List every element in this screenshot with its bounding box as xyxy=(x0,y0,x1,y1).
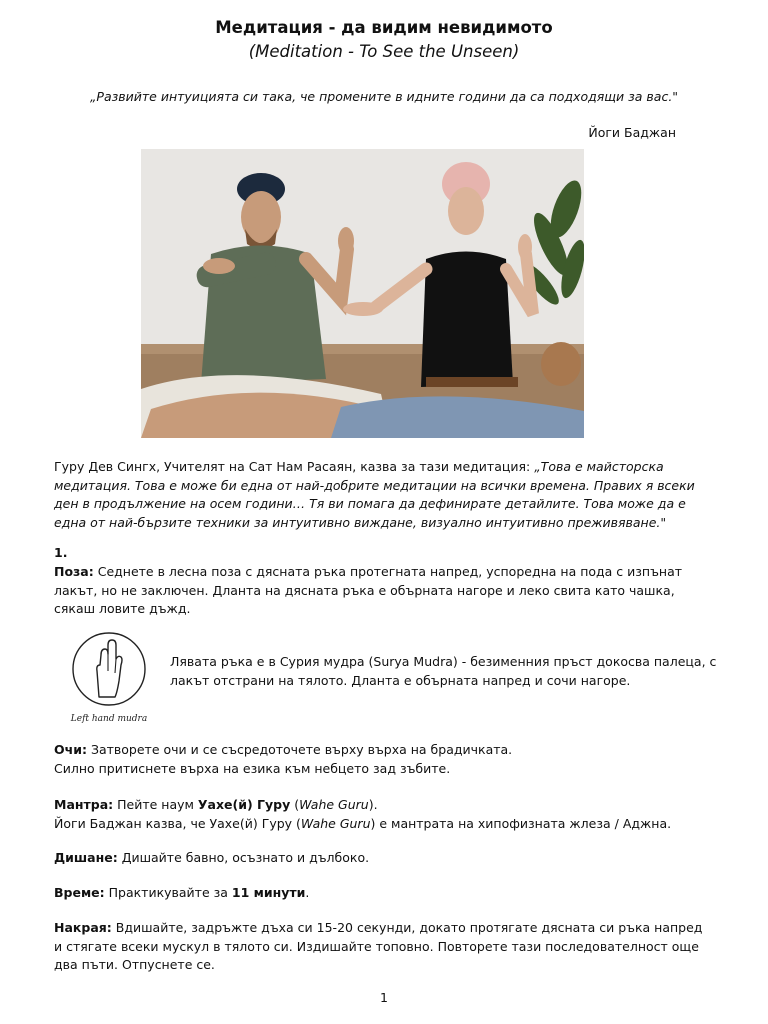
mantra-paragraph xyxy=(54,796,714,833)
time-paragraph xyxy=(54,884,714,903)
eyes-line1: Затворете очи и се съсредоточете върху върха на брадичката. xyxy=(86,742,513,757)
eyes-label: Очи: xyxy=(54,742,87,757)
mudra-paragraph: Лявата ръка е в Сурия мудра (Surya Mudra) - безименния пръст докосва палеца, с лакът отстрани на тялото. Дланта е обърната напред и сочи нагоре. xyxy=(170,654,717,688)
mantra-line2-pre: Йоги Баджан казва, че Уахе(й) Гуру ( xyxy=(54,815,301,831)
breath-label: Дишане: xyxy=(54,850,118,865)
intro-quote: „Това е майсторска медитация. Това е може би една от най-добрите медитации на всички времена. Правих я всеки ден в продължение на осем години… Тя ви помага да дефинирате детайлите. Това може да е една от най-бързите техники за интуитивно виждане, визуално интуитивно преживяване. xyxy=(54,459,695,531)
page-number: 1 xyxy=(380,990,388,1005)
breath-text: Дишайте бавно, осъзнато и дълбоко. xyxy=(117,850,370,865)
intro-paragraph xyxy=(54,458,714,533)
page-subtitle: (Meditation - To See the Unseen) xyxy=(248,42,520,61)
page-title: Медитация - да видим невидимото xyxy=(215,18,553,37)
mantra-line2-post: ) е мантрата на хипофизната жлеза / Аджна. xyxy=(370,815,672,831)
mantra-line1-post: ). xyxy=(368,797,378,812)
mudra-caption: Left hand mudra xyxy=(70,714,148,724)
epigraph-quote: „Развийте интуицията си така, че промените в идните години да са подходящи за вас." xyxy=(89,89,679,104)
pose-label: Поза: xyxy=(54,564,94,579)
mantra-bg: Уахе(й) Гуру xyxy=(197,797,291,812)
breath-paragraph xyxy=(54,849,714,868)
time-pre: Практикувайте за xyxy=(104,885,232,900)
intro-lead: Гуру Дев Сингх, Учителят на Сат Нам Расаян, казва за тази медитация: xyxy=(54,459,535,474)
pose-paragraph xyxy=(54,563,714,619)
ending-text: Вдишайте, задръжте дъха си 15-20 секунди, докато протягате дясната си ръка напред и стягате всеки мускул в тялото си. Издишайте топовно. Повторете тази последователност още два пъти. Отпуснете се. xyxy=(54,920,703,973)
time-post: . xyxy=(305,885,310,900)
mantra-en: Wahe Guru xyxy=(299,797,369,812)
time-label: Време: xyxy=(54,885,105,900)
mudra-illustration xyxy=(63,631,155,726)
step-number: 1. xyxy=(54,545,68,560)
mantra-label: Мантра: xyxy=(54,797,114,812)
intro-close: " xyxy=(660,515,667,531)
hand-mudra-icon xyxy=(97,640,122,697)
time-value: 11 минути xyxy=(231,885,306,900)
epigraph-author: Йоги Баджан xyxy=(588,125,676,140)
meditation-photo xyxy=(141,149,584,438)
pose-text: Седнете в лесна поза с дясната ръка протегната напред, успоредна на пода с изпънат лакът, но не заключен. Дланта на дясната ръка е обърната нагоре и леко свита като чашка, сякаш ловите дъжд. xyxy=(54,564,683,617)
eyes-line2: Силно притиснете върха на езика към небцето зад зъбите. xyxy=(54,760,451,776)
mantra-line1-mid: ( xyxy=(290,797,300,812)
ending-paragraph xyxy=(54,919,714,975)
eyes-paragraph xyxy=(54,741,714,778)
mantra-line1-pre: Пейте наум xyxy=(113,797,198,812)
ending-label: Накрая: xyxy=(54,920,112,935)
mantra-line2-en: Wahe Guru xyxy=(300,815,371,831)
